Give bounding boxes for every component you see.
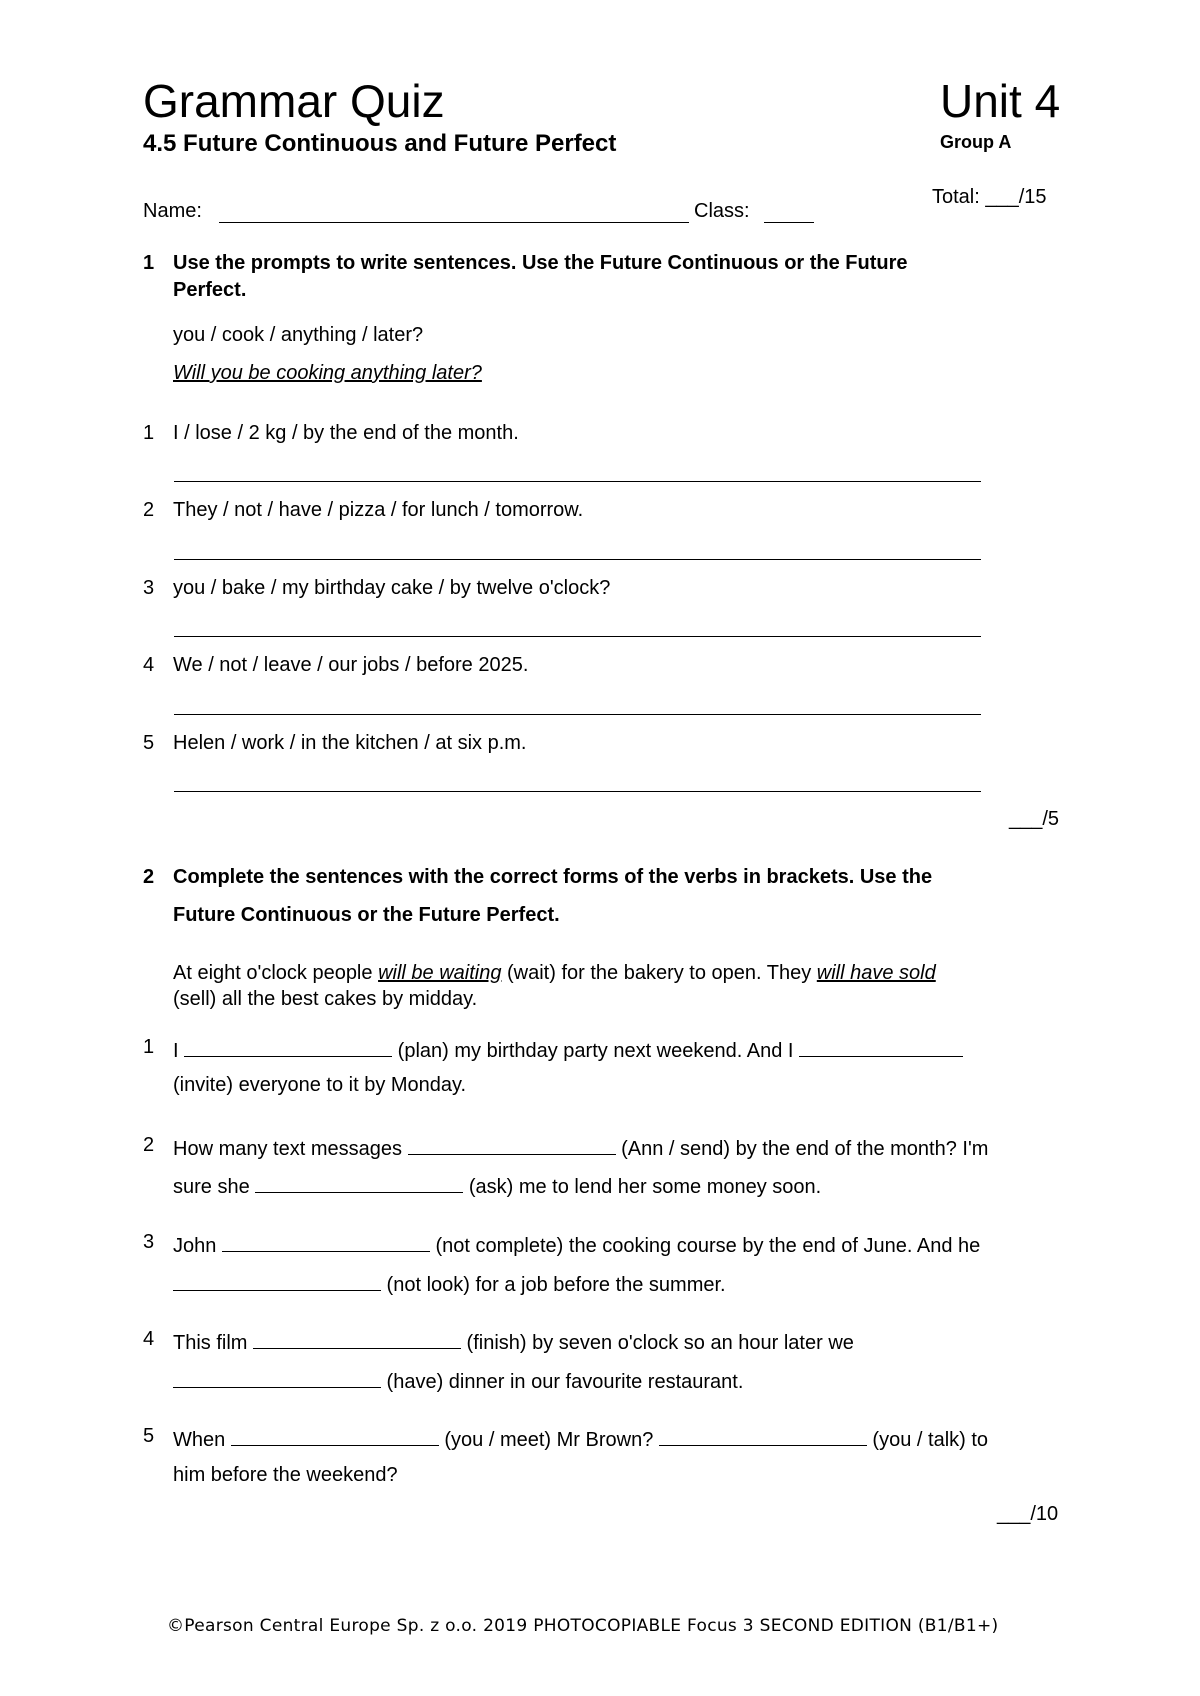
gap-sentence-cont: sure she (ask) me to lend her some money soon. <box>173 1172 821 1199</box>
example-answer-1: will be waiting <box>378 962 502 984</box>
item-number: 2 <box>143 1134 155 1156</box>
item-number: 2 <box>143 499 155 521</box>
example-sentence: At eight o'clock people will be waiting (wait) for the bakery to open. They will have sold <box>173 962 936 984</box>
example-answer-2: will have sold <box>816 962 936 984</box>
item-prompt: Helen / work / in the kitchen / at six p.m. <box>173 732 527 754</box>
answer-line[interactable] <box>174 559 981 560</box>
gap-sentence-cont: (have) dinner in our favourite restaurant. <box>173 1367 743 1394</box>
gap-sentence: When (you / meet) Mr Brown? (you / talk) to <box>173 1425 988 1452</box>
gap-blank[interactable] <box>222 1231 430 1252</box>
gap-sentence-cont: him before the weekend? <box>173 1464 398 1486</box>
example-answer: Will you be cooking anything later? <box>173 362 482 384</box>
name-field[interactable] <box>219 222 689 223</box>
exercise-2-score: ___/10 <box>997 1503 1059 1525</box>
group-label: Group A <box>940 132 1012 152</box>
gap-blank[interactable] <box>659 1425 867 1446</box>
exercise-2-number: 2 <box>143 866 155 888</box>
gap-sentence-cont: (not look) for a job before the summer. <box>173 1270 726 1297</box>
gap-sentence: John (not complete) the cooking course by the end of June. And he <box>173 1231 980 1258</box>
exercise-1-score: ___/5 <box>1009 808 1060 830</box>
item-prompt: I / lose / 2 kg / by the end of the month. <box>173 422 519 444</box>
gap-sentence-cont: (invite) everyone to it by Monday. <box>173 1074 467 1096</box>
quiz-title: Grammar Quiz <box>143 75 445 127</box>
gap-sentence: I (plan) my birthday party next weekend. And I <box>173 1036 963 1063</box>
gap-blank[interactable] <box>255 1172 463 1193</box>
item-number: 5 <box>143 732 155 754</box>
item-number: 1 <box>143 1036 155 1058</box>
example-sentence-cont: (sell) all the best cakes by midday. <box>173 988 478 1010</box>
exercise-1-instruction-cont: Perfect. <box>173 279 247 301</box>
quiz-subtitle: 4.5 Future Continuous and Future Perfect <box>143 130 617 157</box>
answer-line[interactable] <box>174 636 981 637</box>
footer-copyright: ©Pearson Central Europe Sp. z o.o. 2019 PHOTOCOPIABLE Focus 3 SECOND EDITION (B1/B1+) <box>167 1616 999 1636</box>
item-number: 3 <box>143 577 155 599</box>
exercise-2-instruction-cont: Future Continuous or the Future Perfect. <box>173 904 560 926</box>
item-number: 4 <box>143 1328 155 1350</box>
total-score: Total: ___/15 <box>932 186 1047 208</box>
item-number: 4 <box>143 654 155 676</box>
item-prompt: We / not / leave / our jobs / before 2025. <box>173 654 529 676</box>
item-number: 1 <box>143 422 155 444</box>
gap-blank[interactable] <box>231 1425 439 1446</box>
gap-blank[interactable] <box>173 1270 381 1291</box>
item-prompt: They / not / have / pizza / for lunch / tomorrow. <box>173 499 584 521</box>
gap-blank[interactable] <box>799 1036 963 1057</box>
exercise-1-number: 1 <box>143 252 155 274</box>
item-number: 5 <box>143 1425 155 1447</box>
class-field[interactable] <box>764 222 814 223</box>
gap-sentence: How many text messages (Ann / send) by the end of the month? I'm <box>173 1134 988 1161</box>
gap-blank[interactable] <box>184 1036 392 1057</box>
class-label: Class: <box>694 200 750 222</box>
answer-line[interactable] <box>174 481 981 482</box>
name-label: Name: <box>143 200 202 222</box>
gap-sentence: This film (finish) by seven o'clock so an hour later we <box>173 1328 854 1355</box>
unit-label: Unit 4 <box>940 75 1061 127</box>
exercise-2-instruction: Complete the sentences with the correct forms of the verbs in brackets. Use the <box>173 866 933 888</box>
gap-blank[interactable] <box>173 1367 381 1388</box>
example-prompt: you / cook / anything / later? <box>173 324 424 346</box>
answer-line[interactable] <box>174 714 981 715</box>
answer-line[interactable] <box>174 791 981 792</box>
exercise-1-instruction: Use the prompts to write sentences. Use the Future Continuous or the Future <box>173 252 908 274</box>
gap-blank[interactable] <box>253 1328 461 1349</box>
item-number: 3 <box>143 1231 155 1253</box>
item-prompt: you / bake / my birthday cake / by twelve o'clock? <box>173 577 611 599</box>
gap-blank[interactable] <box>408 1134 616 1155</box>
